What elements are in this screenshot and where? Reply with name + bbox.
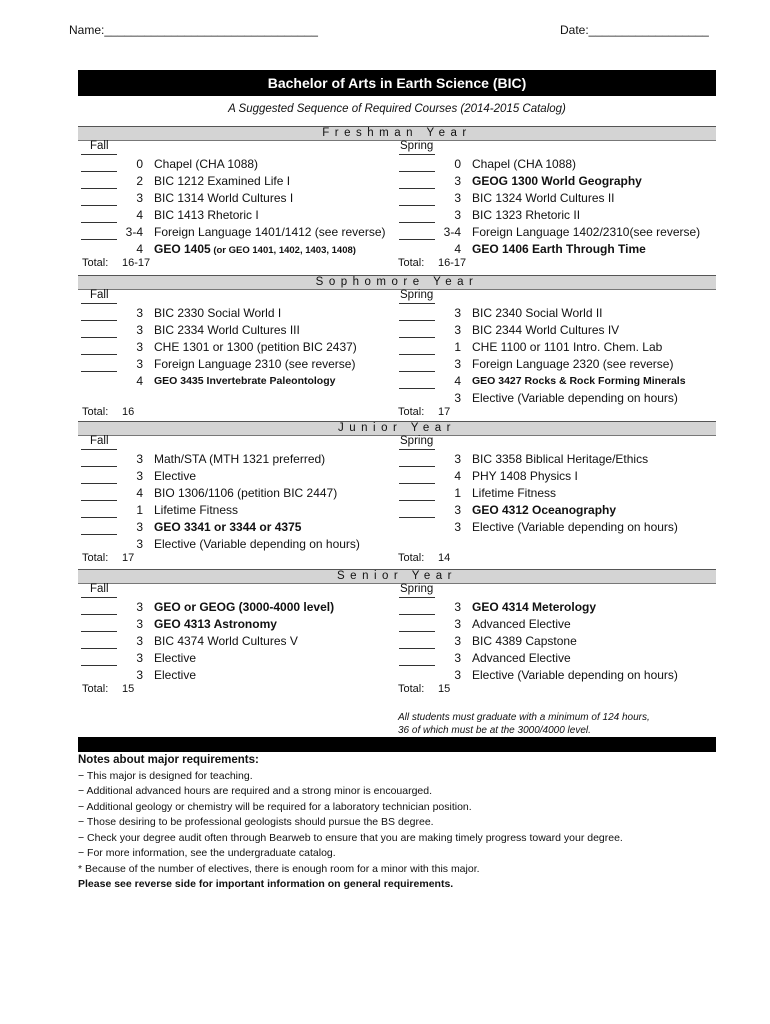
course-row <box>399 156 716 172</box>
course-title: GEO 4313 Astronomy <box>154 617 277 631</box>
course-title: Chapel (CHA 1088) <box>472 157 577 171</box>
year-header: Senior Year <box>78 569 716 584</box>
course-name <box>472 390 716 406</box>
course-name <box>472 650 716 666</box>
course-hours: 3 <box>136 600 143 614</box>
course-name <box>154 156 399 172</box>
course-title: PHY 1408 Physics I <box>472 469 578 483</box>
course-hours: 3 <box>454 634 461 648</box>
course-title: Advanced Elective <box>472 651 571 665</box>
course-title: Elective (Variable depending on hours) <box>472 391 678 405</box>
course-name <box>154 322 399 338</box>
course-title: GEO 4312 Oceanography <box>472 503 617 517</box>
course-hours: 3 <box>136 537 143 551</box>
total-hours: 16 <box>122 406 135 418</box>
course-title: GEO 4314 Meterology <box>472 600 597 614</box>
course-row <box>81 616 399 632</box>
course-hours: 1 <box>454 340 461 354</box>
course-hours: 2 <box>136 174 143 188</box>
course-title: Foreign Language 1401/1412 (see reverse) <box>154 225 386 239</box>
course-hours: 3 <box>136 452 143 466</box>
course-row <box>399 485 716 501</box>
course-row <box>81 207 399 223</box>
year-header: Freshman Year <box>78 126 716 141</box>
course-name <box>472 224 716 240</box>
course-name <box>154 616 399 632</box>
course-name <box>154 633 399 649</box>
course-hours: 3 <box>136 340 143 354</box>
course-row <box>399 339 716 355</box>
course-title: Lifetime Fitness <box>472 486 557 500</box>
course-row <box>399 616 716 632</box>
course-row <box>81 322 399 338</box>
fall-total <box>82 406 134 418</box>
course-name <box>472 599 716 615</box>
total-label: Total: <box>82 552 109 564</box>
course-row <box>399 502 716 518</box>
spring-semester-label: Spring <box>400 435 434 447</box>
course-name <box>154 485 399 501</box>
note-item: − Additional geology or chemistry will be required for a laboratory technician position. <box>78 800 472 813</box>
course-row <box>399 599 716 615</box>
course-title: BIC 1212 Examined Life I <box>154 174 291 188</box>
course-row <box>399 468 716 484</box>
spring-total <box>398 552 450 564</box>
course-hours: 3 <box>454 306 461 320</box>
total-label: Total: <box>82 257 109 269</box>
course-row <box>399 241 716 257</box>
graduation-note <box>398 711 650 737</box>
course-hours: 3 <box>454 600 461 614</box>
course-title: BIC 4389 Capstone <box>472 634 577 648</box>
course-hours: 3 <box>136 357 143 371</box>
course-name <box>472 667 716 683</box>
course-hours: 3 <box>454 520 461 534</box>
course-name <box>472 190 716 206</box>
course-row <box>81 536 399 552</box>
course-name <box>472 502 716 518</box>
course-title: Advanced Elective <box>472 617 571 631</box>
course-row <box>81 373 399 389</box>
notes-closing: Please see reverse side for important information on general requirements. <box>78 878 454 890</box>
course-row <box>81 305 399 321</box>
course-name <box>154 502 399 518</box>
course-hours: 3 <box>454 651 461 665</box>
fall-total <box>82 683 134 695</box>
spring-semester-label: Spring <box>400 583 434 595</box>
course-row <box>399 633 716 649</box>
total-label: Total: <box>82 406 109 418</box>
course-row <box>399 207 716 223</box>
spring-total <box>398 683 450 695</box>
course-name <box>154 241 399 259</box>
course-hours: 3 <box>454 617 461 631</box>
fall-total <box>82 257 150 269</box>
course-row <box>81 502 399 518</box>
course-title: Foreign Language 1402/2310(see reverse) <box>472 225 701 239</box>
course-row <box>399 173 716 189</box>
course-name <box>472 519 716 535</box>
graduation-note-line: All students must graduate with a minimum of 124 hours, <box>398 712 650 723</box>
course-hours: 3 <box>454 191 461 205</box>
course-title: BIC 1314 World Cultures I <box>154 191 294 205</box>
notes-divider-bar <box>78 737 716 752</box>
course-row <box>81 485 399 501</box>
course-title: GEO 3341 or 3344 or 4375 <box>154 520 302 534</box>
course-hours: 3-4 <box>443 225 461 239</box>
notes-heading: Notes about major requirements: <box>78 754 259 766</box>
course-name <box>154 536 399 552</box>
course-row <box>399 322 716 338</box>
course-row <box>399 667 716 683</box>
course-name <box>472 356 716 372</box>
course-name <box>472 633 716 649</box>
course-hours: 0 <box>136 157 143 171</box>
date-field-label: Date:__________________ <box>560 23 709 37</box>
course-hours: 3 <box>454 391 461 405</box>
course-name <box>154 468 399 484</box>
course-hours: 3 <box>136 520 143 534</box>
total-hours: 17 <box>122 552 135 564</box>
course-row <box>399 190 716 206</box>
course-hours: 3 <box>454 174 461 188</box>
course-name <box>472 241 716 257</box>
course-hours: 3 <box>136 668 143 682</box>
fall-semester-label: Fall <box>90 583 109 595</box>
course-hours: 3-4 <box>125 225 143 239</box>
course-title: Elective <box>154 651 197 665</box>
course-title: Elective <box>154 668 197 682</box>
course-name <box>472 468 716 484</box>
course-title: BIC 1324 World Cultures II <box>472 191 615 205</box>
course-row <box>81 451 399 467</box>
course-row <box>81 356 399 372</box>
course-hours: 3 <box>136 634 143 648</box>
course-name <box>472 373 716 389</box>
course-title: GEO 1405 <box>154 242 211 256</box>
page-subtitle: A Suggested Sequence of Required Courses (2014-2015 Catalog) <box>228 103 566 115</box>
course-hours: 0 <box>454 157 461 171</box>
course-title: BIC 2340 Social World II <box>472 306 603 320</box>
course-hours: 4 <box>136 208 143 222</box>
course-row <box>81 599 399 615</box>
course-name <box>154 339 399 355</box>
note-item: − Those desiring to be professional geologists should pursue the BS degree. <box>78 816 434 828</box>
course-name <box>154 667 399 683</box>
total-label: Total: <box>398 406 425 418</box>
total-hours: 15 <box>122 683 135 695</box>
page-title: Bachelor of Arts in Earth Science (BIC) <box>78 70 716 96</box>
course-title: Elective (Variable depending on hours) <box>472 520 678 534</box>
course-name <box>154 599 399 615</box>
total-label: Total: <box>398 683 425 695</box>
note-item: − Check your degree audit often through Bearweb to ensure that you are making timely progress toward your degree. <box>78 831 623 844</box>
notes-section <box>78 753 758 893</box>
course-title: CHE 1301 or 1300 (petition BIC 2437) <box>154 340 357 354</box>
course-row <box>399 224 716 240</box>
course-title: CHE 1100 or 1101 Intro. Chem. Lab <box>472 340 663 354</box>
course-row <box>399 356 716 372</box>
course-title: Lifetime Fitness <box>154 503 239 517</box>
course-name <box>154 650 399 666</box>
course-row <box>81 519 399 535</box>
course-row <box>399 373 716 389</box>
course-hours: 3 <box>454 208 461 222</box>
course-hours: 3 <box>136 191 143 205</box>
fall-semester-label: Fall <box>90 140 109 152</box>
course-hours: 3 <box>136 617 143 631</box>
course-title: BIC 1413 Rhetoric I <box>154 208 259 222</box>
course-title: BIC 4374 World Cultures V <box>154 634 298 648</box>
course-row <box>81 339 399 355</box>
note-item: * Because of the number of electives, there is enough room for a minor with this major. <box>78 862 480 875</box>
course-name <box>154 451 399 467</box>
course-title: GEOG 1300 World Geography <box>472 174 642 188</box>
spring-semester-label: Spring <box>400 140 434 152</box>
year-header: Junior Year <box>78 421 716 436</box>
course-hours: 3 <box>136 306 143 320</box>
spring-total <box>398 257 466 269</box>
course-title: Math/STA (MTH 1321 preferred) <box>154 452 326 466</box>
course-title: GEO or GEOG (3000-4000 level) <box>154 600 335 614</box>
note-item: − For more information, see the undergraduate catalog. <box>78 847 336 859</box>
course-row <box>81 468 399 484</box>
note-item: − This major is designed for teaching. <box>78 769 253 782</box>
course-name <box>472 339 716 355</box>
course-hours: 3 <box>454 668 461 682</box>
course-name <box>154 373 399 389</box>
graduation-note-line: 36 of which must be at the 3000/4000 level. <box>398 725 591 736</box>
course-name <box>154 224 399 240</box>
spring-total <box>398 406 450 418</box>
course-name <box>472 173 716 189</box>
course-name <box>472 485 716 501</box>
course-title: BIC 2330 Social World I <box>154 306 282 320</box>
course-name <box>472 305 716 321</box>
course-hours: 3 <box>136 323 143 337</box>
total-hours: 17 <box>438 406 451 418</box>
course-row <box>399 650 716 666</box>
course-row <box>81 241 399 257</box>
course-row <box>81 173 399 189</box>
course-title: Elective (Variable depending on hours) <box>472 668 678 682</box>
total-hours: 16-17 <box>438 257 467 269</box>
course-row <box>81 667 399 683</box>
course-name <box>154 190 399 206</box>
course-hours: 4 <box>136 486 143 500</box>
course-row <box>81 650 399 666</box>
fall-semester-label: Fall <box>90 289 109 301</box>
course-hours: 3 <box>454 452 461 466</box>
course-title: BIC 2344 World Cultures IV <box>472 323 620 337</box>
course-title: GEO 1406 Earth Through Time <box>472 242 646 256</box>
course-title: BIC 3358 Biblical Heritage/Ethics <box>472 452 649 466</box>
fall-semester-label: Fall <box>90 435 109 447</box>
course-row <box>399 305 716 321</box>
total-hours: 16-17 <box>122 257 151 269</box>
course-hours: 4 <box>454 374 461 388</box>
course-title: Elective <box>154 469 197 483</box>
course-title: BIO 1306/1106 (petition BIC 2447) <box>154 486 338 500</box>
course-hours: 4 <box>454 242 461 256</box>
course-name <box>472 322 716 338</box>
course-name <box>154 173 399 189</box>
course-hours: 4 <box>136 242 143 256</box>
course-title: BIC 1323 Rhetoric II <box>472 208 581 222</box>
course-hours: 4 <box>136 374 143 388</box>
course-name <box>472 207 716 223</box>
total-hours: 14 <box>438 552 451 564</box>
course-hours: 1 <box>136 503 143 517</box>
year-header: Sophomore Year <box>78 275 716 290</box>
course-hours: 3 <box>454 503 461 517</box>
course-alternates: (or GEO 1401, 1402, 1403, 1408) <box>210 245 356 256</box>
course-row <box>81 224 399 240</box>
course-name <box>154 519 399 535</box>
course-hours: 4 <box>454 469 461 483</box>
total-label: Total: <box>398 552 425 564</box>
fall-total <box>82 552 134 564</box>
course-title: BIC 2334 World Cultures III <box>154 323 300 337</box>
course-hours: 3 <box>454 323 461 337</box>
course-title: GEO 3435 Invertebrate Paleontology <box>154 375 336 387</box>
total-label: Total: <box>82 683 109 695</box>
course-row <box>399 519 716 535</box>
course-row <box>399 451 716 467</box>
course-hours: 3 <box>136 651 143 665</box>
course-row <box>81 190 399 206</box>
course-row <box>399 390 716 406</box>
course-title: Chapel (CHA 1088) <box>154 157 259 171</box>
course-name <box>472 451 716 467</box>
course-name <box>472 156 716 172</box>
course-title: Foreign Language 2310 (see reverse) <box>154 357 356 371</box>
course-hours: 3 <box>454 357 461 371</box>
spring-semester-label: Spring <box>400 289 434 301</box>
course-row <box>81 633 399 649</box>
name-field-label: Name:________________________________ <box>69 23 318 37</box>
course-name <box>154 305 399 321</box>
note-item: − Additional advanced hours are required and a strong minor is encouarged. <box>78 785 433 797</box>
course-name <box>154 207 399 223</box>
total-hours: 15 <box>438 683 451 695</box>
course-hours: 1 <box>454 486 461 500</box>
course-title: Foreign Language 2320 (see reverse) <box>472 357 674 371</box>
total-label: Total: <box>398 257 425 269</box>
course-row <box>81 156 399 172</box>
course-hours: 3 <box>136 469 143 483</box>
course-title: GEO 3427 Rocks & Rock Forming Minerals <box>472 375 686 387</box>
course-name <box>472 616 716 632</box>
course-name <box>154 356 399 372</box>
course-title: Elective (Variable depending on hours) <box>154 537 360 551</box>
